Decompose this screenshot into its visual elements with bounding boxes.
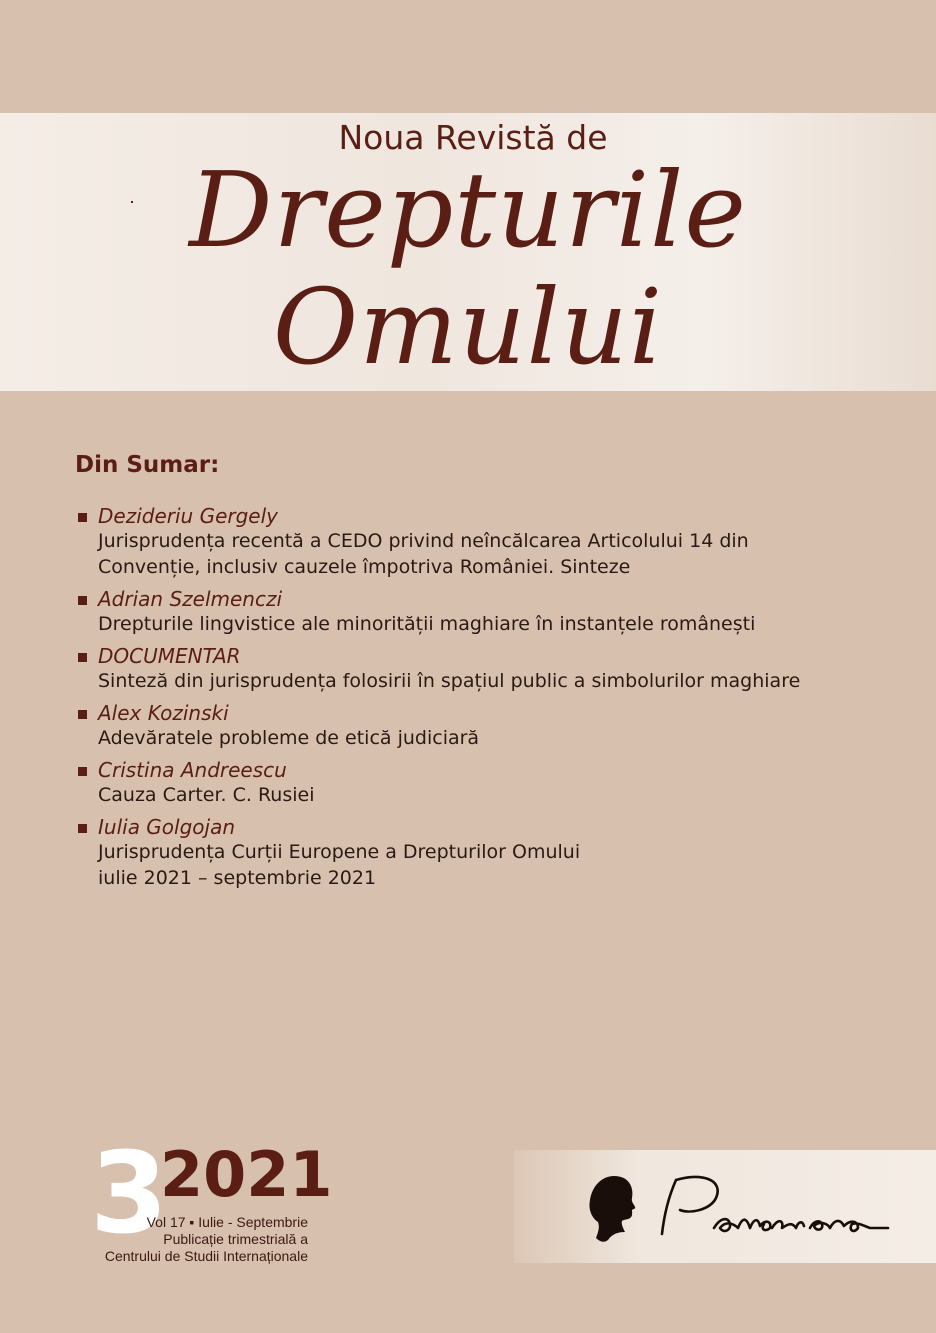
toc-title-line: Drepturile lingvistice ale minorității maghiare în instanțele românești: [98, 613, 756, 635]
issue-year: 2021: [160, 1138, 333, 1211]
square-bullet-icon: [78, 596, 87, 605]
square-bullet-icon: [78, 513, 87, 522]
toc-item: [76, 504, 916, 580]
toc-title-line: Cauza Carter. C. Rusiei: [98, 784, 315, 806]
toc-title-line: Jurisprudența recentă a CEDO privind neîncălcarea Articolului 14 din: [98, 530, 749, 552]
square-bullet-icon: [78, 653, 87, 662]
toc-author: [76, 644, 916, 668]
publisher-center-line: Centrului de Studii Internaționale: [104, 1248, 308, 1264]
journal-title-line2: Omului: [272, 266, 664, 388]
toc-title-line: Jurisprudența Curții Europene a Drepturilor Omului: [98, 841, 581, 863]
toc-author: [76, 587, 916, 611]
square-bullet-icon: [78, 824, 87, 833]
journal-title-line1: Drepturile: [189, 149, 747, 271]
table-of-contents: [76, 504, 916, 898]
toc-item: [76, 701, 916, 751]
toc-author-name: Cristina Andreescu: [98, 758, 287, 782]
toc-title-line: iulie 2021 – septembrie 2021: [98, 867, 377, 889]
toc-author-name: Dezideriu Gergely: [98, 504, 278, 528]
toc-author: [76, 758, 916, 782]
square-bullet-icon: [78, 710, 87, 719]
journal-subtitle: Noua Revistă de: [338, 118, 608, 157]
pavesiana-signature: [654, 1172, 894, 1247]
toc-title-line: Adevăratele probleme de etică judiciară: [98, 727, 480, 749]
toc-author: [76, 504, 916, 528]
toc-author-name: DOCUMENTAR: [98, 644, 241, 668]
toc-item: [76, 644, 916, 694]
toc-author-name: Adrian Szelmenczi: [98, 587, 283, 611]
toc-title-line: Convenție, inclusiv cauzele împotriva României. Sinteze: [98, 556, 631, 578]
toc-author: [76, 701, 916, 725]
toc-item: [76, 758, 916, 808]
square-bullet-icon: [78, 767, 87, 776]
summary-heading: Din Sumar:: [75, 452, 220, 478]
toc-author-name: Iulia Golgojan: [98, 815, 236, 839]
toc-item: [76, 815, 916, 891]
issue-number: 3: [90, 1129, 168, 1259]
profile-silhouette-icon: [584, 1172, 639, 1244]
toc-author: [76, 815, 916, 839]
toc-item: [76, 587, 916, 637]
volume-line: Vol 17 ▪ Iulie - Septembrie: [146, 1214, 308, 1230]
toc-author-name: Alex Kozinski: [98, 701, 229, 725]
toc-title-line: Sinteză din jurisprudența folosirii în spațiul public a simbolurilor maghiare: [98, 670, 801, 692]
publication-line: Publicație trimestrială a: [163, 1231, 308, 1247]
publisher-logo-panel: [514, 1150, 936, 1263]
